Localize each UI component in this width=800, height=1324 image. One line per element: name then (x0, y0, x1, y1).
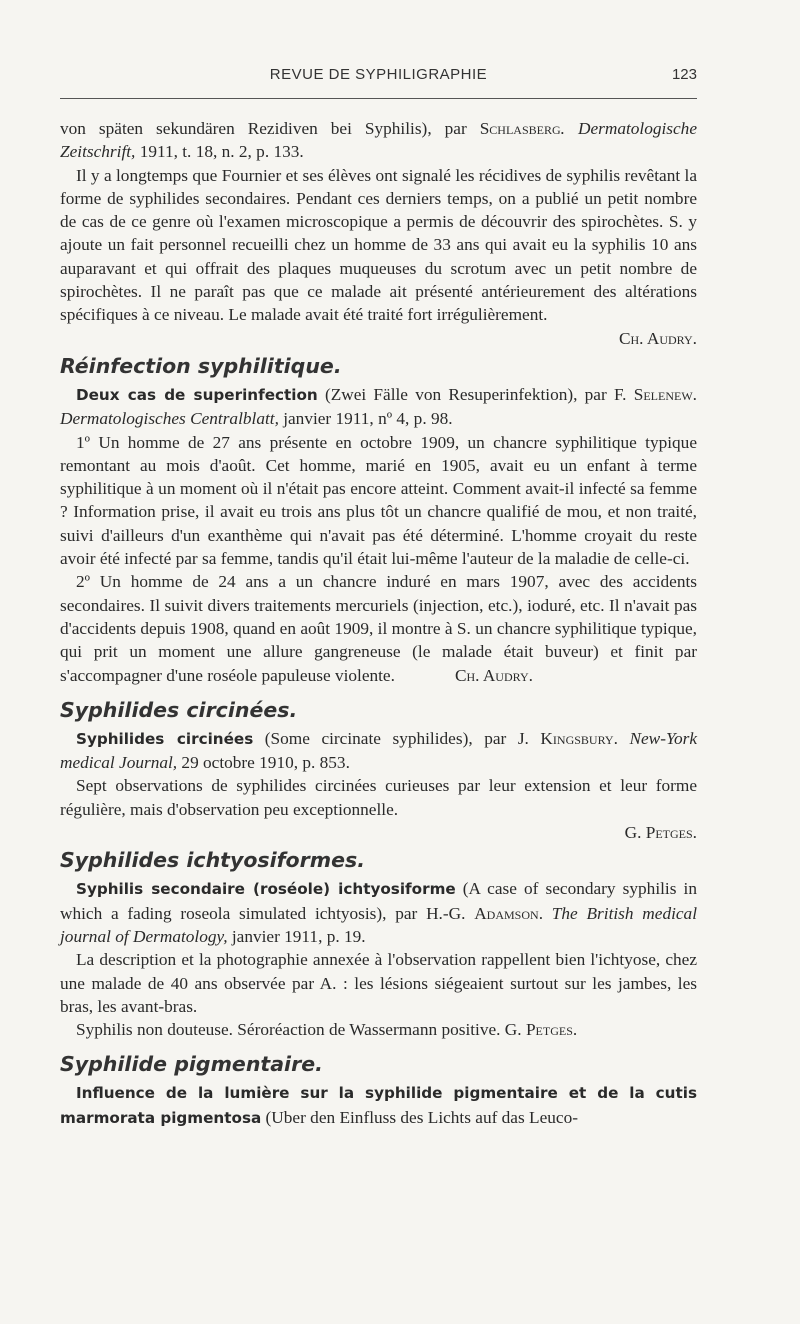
review-paragraph: Sept observations de syphilides circinées curieuses par leur extension et leur forme régulière, mais d'observation peu exceptionnelle. (60, 776, 697, 819)
citation-entry: Influence de la lumière sur la syphilide pigmentaire et de la cutis marmorata pigmentosa (Uber den Einfluss des Lichts auf das Leuco- (60, 1084, 697, 1127)
author-name: Adamson (474, 903, 539, 923)
case-one-paragraph: 1º Un homme de 27 ans présente en octobre 1909, un chancre syphilitique typique remontant au mois d'août. Cet homme, marié en 1905, avait eu un enfant à terme syphilitique à un moment où il n'était pas encore atteint. Comment avait-il infecté sa femme ? Information prise, il avait eu trois ans plus tôt un chancre qualifié de mou, et non traité, suivi d'ailleurs d'un exanthème qui n'avait pas été déterminé. L'homme croyait du reste avoir été infecté par sa femme, tandis qu'il était lui-même l'auteur de la maladie de celle-ci. (60, 432, 697, 569)
citation-entry: Syphilis secondaire (roséole) ichtyosiforme (A case of secondary syphilis in which a fading roseola simulated ichtyosis), par H.-G. Adamson. The British medical journal of Dermatology, janvier 1911, p. 19. (60, 879, 698, 946)
journal-reference: The British medical journal of Dermatology, (60, 903, 698, 946)
article-body (60, 117, 697, 1130)
journal-title: REVUE DE SYPHILIGRAPHIE (269, 66, 488, 83)
section-heading-pigmentaire: Syphilide pigmentaire. (60, 1052, 323, 1077)
paragraph-continuation: von späten sekundären Rezidiven bei Syphilis), par Schlasberg. Dermatologische Zeitschrift, 1911, t. 18, n. 2, p. 133. (60, 119, 697, 162)
author-name: Kingsbury (540, 728, 614, 748)
article-title: Syphilis secondaire (roséole) ichtyosiforme (76, 880, 456, 899)
section-heading-reinfection: Réinfection syphilitique. (60, 353, 342, 378)
reviewer-signature: Ch. Audry. (618, 328, 697, 348)
section-heading-ichtyosiformes: Syphilides ichtyosiformes. (60, 848, 366, 873)
author-name: Schlasberg (479, 119, 561, 138)
review-paragraph: Il y a longtemps que Fournier et ses élèves ont signalé les récidives de syphilis revêtant la forme de syphilides secondaires. Pendant ces derniers temps, on a publié un petit nombre de cas de ce genre où l'examen microscopique a permis de découvrir des spirochètes. S. y ajoute un fait personnel recueilli chez un homme de 33 ans qui avait eu la syphilis 10 ans auparavant et qui offrait des plaques muqueuses du scrotum avec un petit nombre de spirochètes. Il ne paraît pas que ce malade ait présenté antérieurement des altérations spécifiques à ce niveau. Le malade avait été traité fort irrégulièrement. (60, 165, 697, 325)
journal-reference: New-York medical Journal, (60, 728, 698, 773)
section-heading-syphilides-circinees: Syphilides circinées. (60, 697, 298, 722)
article-title: Influence de la lumière sur la syphilide pigmentaire et de la cutis marmorata pigmentosa (60, 1084, 697, 1127)
review-paragraph-signed: Syphilis non douteuse. Séroréaction de Wassermann positive. G. Petges. (76, 1020, 578, 1040)
journal-reference: . Dermatologische Zeitschrift, (60, 119, 697, 162)
citation-entry: Syphilides circinées (Some circinate syphilides), par J. Kingsbury. New-York medical Journal, 29 octobre 1910, p. 853. (60, 728, 698, 773)
author-name: Petges (525, 1020, 573, 1040)
page-number: 123 (671, 66, 697, 83)
citation-entry: Deux cas de superinfection (Zwei Fälle von Resuperinfektion), par F. Selenew. Dermatologisches Centralblatt, janvier 1911, nº 4, p. 98. (60, 384, 697, 429)
reviewer-signature: G. Petges. (624, 823, 697, 843)
author-name: Selenew (633, 384, 693, 404)
review-paragraph: La description et la photographie annexée à l'observation rappellent bien l'ichtyose, chez une malade de 40 ans observée par A. : les lésions siégeaient surtout sur les jambes, les bras, les avant-bras. (60, 950, 697, 1016)
journal-reference: Dermatologisches Centralblatt, (60, 409, 279, 429)
case-two-paragraph: 2º Un homme de 24 ans a un chancre induré en mars 1907, avec des accidents secondaires. Il suivit divers traitements mercuriels (injection, etc.), ioduré, etc. Il n'avait pas d'accidents depuis 1908, quand en août 1909, il montre à S. un chancre syphilitique typique, qui prit un moment une allure gangreneuse (le malade était buveur) et finit par s'accompagner d'une roséole papuleuse violente. Ch. Audry. (60, 572, 697, 685)
article-title: Syphilides circinées (76, 729, 254, 748)
running-header (60, 62, 697, 99)
reviewer-signature: Ch. Audry. (454, 665, 533, 685)
article-title: Deux cas de superinfection (76, 385, 318, 404)
